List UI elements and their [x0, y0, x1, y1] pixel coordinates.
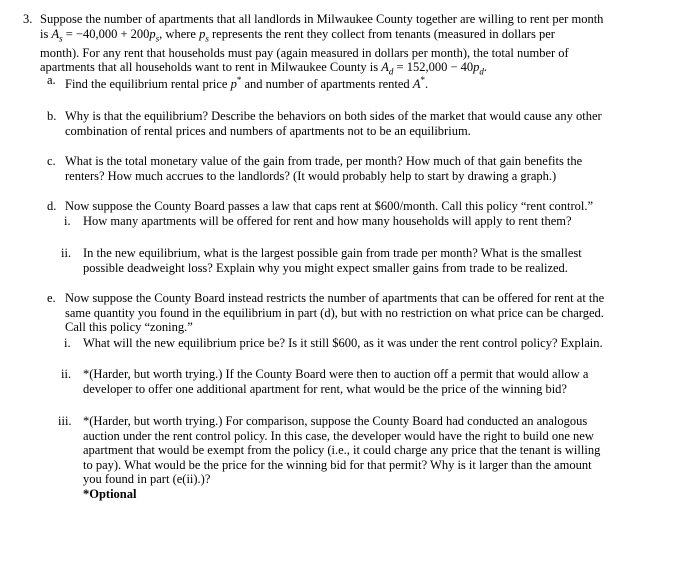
part-label: b. [47, 109, 57, 123]
part-c-line-1: What is the total monetary value of the gain from trade, per month? How much of that gain benefits the [65, 154, 583, 168]
part-b-line-1: Why is that the equilibrium? Describe the behaviors on both sides of the market that would cause any other [65, 109, 602, 123]
subpart-label: ii. [61, 246, 72, 260]
math-sub: d [479, 66, 484, 77]
math-var: p [230, 77, 237, 92]
part-e-iii-line-2: auction under the rent control policy. In this case, the developer would have the right to build one new [83, 428, 594, 443]
part-b-line-2: combination of rental prices and numbers of apartments not to be an equilibrium. [65, 123, 471, 138]
part-e-line-2: same quantity you found in the equilibrium in part (d), but with no restriction on what price can be charged. [65, 305, 604, 320]
intro-text: represents the rent they collect from tenants (measured in dollars per [208, 26, 555, 41]
part-a-text-pre: Find the equilibrium rental price [65, 77, 231, 92]
part-d-ii-line-1: In the new equilibrium, what is the largest possible gain from trade per month? What is the smallest [83, 246, 582, 260]
intro-line-3: month). For any rent that households must pay (again measured in dollars per month), the total number of [40, 45, 569, 60]
intro-text: = −40,000 + 200 [62, 26, 150, 41]
math-sup: * [420, 75, 425, 85]
math-var: A [51, 26, 60, 41]
math-var: p [199, 26, 206, 41]
intro-text: is [40, 26, 52, 41]
math-sub: s [205, 33, 209, 43]
intro-line-2 [40, 27, 603, 46]
part-e-ii-line-1: *(Harder, but worth trying.) If the County Board were then to auction off a permit that would allow a [83, 367, 589, 381]
part-e-iii-line-4: to pay). What would be the price for the winning bid for that permit? Why is it larger than the amount [83, 457, 592, 472]
subpart-label: iii. [58, 414, 72, 428]
subpart-label: i. [64, 336, 71, 350]
math-var: A [412, 77, 421, 92]
question-intro [40, 12, 603, 79]
math-sub: s [59, 33, 63, 43]
math-sup: * [236, 75, 242, 85]
part-d-ii-line-2: possible deadweight loss? Explain why you might expect smaller gains from trade to be realized. [83, 260, 568, 275]
intro-text: = 152,000 − 40 [393, 60, 474, 74]
intro-text: apartments that all households want to rent in Milwaukee County is [40, 60, 382, 74]
math-sub: s [155, 33, 160, 43]
math-var: p [149, 26, 156, 41]
math-var: A [381, 60, 389, 74]
part-e-line-1: Now suppose the County Board instead restricts the number of apartments that can be offered for rent at the [65, 291, 605, 305]
math-sub: d [388, 66, 394, 77]
part-label: c. [47, 154, 56, 168]
part-e-ii-line-2: developer to offer one additional apartment for rent, what would be the price of the winning bid? [83, 381, 567, 396]
intro-text: . [483, 60, 488, 74]
part-a-text [65, 73, 428, 92]
question-number: 3. [23, 12, 33, 26]
part-d-line-1: Now suppose the County Board passes a law that caps rent at $600/month. Call this policy “rent control.” [65, 199, 594, 213]
intro-line-1: Suppose the number of apartments that all landlords in Milwaukee County together are willing to rent per month [40, 12, 604, 26]
part-a-text-post: . [424, 77, 429, 92]
part-label: a. [47, 73, 56, 87]
part-a-text-mid: and number of apartments rented [241, 77, 413, 92]
part-d-i-line-1: How many apartments will be offered for rent and how many households will apply to rent them? [83, 214, 572, 228]
part-e-i-line-1: What will the new equilibrium price be? Is it still $600, as it was under the rent control policy? Explain. [83, 336, 603, 350]
part-label: e. [47, 291, 56, 305]
intro-text: , where [159, 26, 200, 41]
part-e-iii-line-3: apartment that would be exempt from the policy (i.e., it could charge any price that the tenant is willing [83, 443, 601, 457]
subpart-label: ii. [61, 367, 72, 381]
part-label: d. [47, 199, 57, 213]
part-e-iii-line-5: you found in part (e(ii).)? [83, 472, 211, 486]
subpart-label: i. [64, 214, 71, 228]
part-c-line-2: renters? How much accrues to the landlords? (It would probably help to start by drawing a graph.) [65, 168, 557, 183]
part-e-line-3: Call this policy “zoning.” [65, 320, 193, 334]
math-var: p [473, 60, 480, 74]
part-e-iii-line-1: *(Harder, but worth trying.) For comparison, suppose the County Board had conducted an analogous [83, 414, 588, 428]
optional-footnote: *Optional [83, 486, 137, 501]
